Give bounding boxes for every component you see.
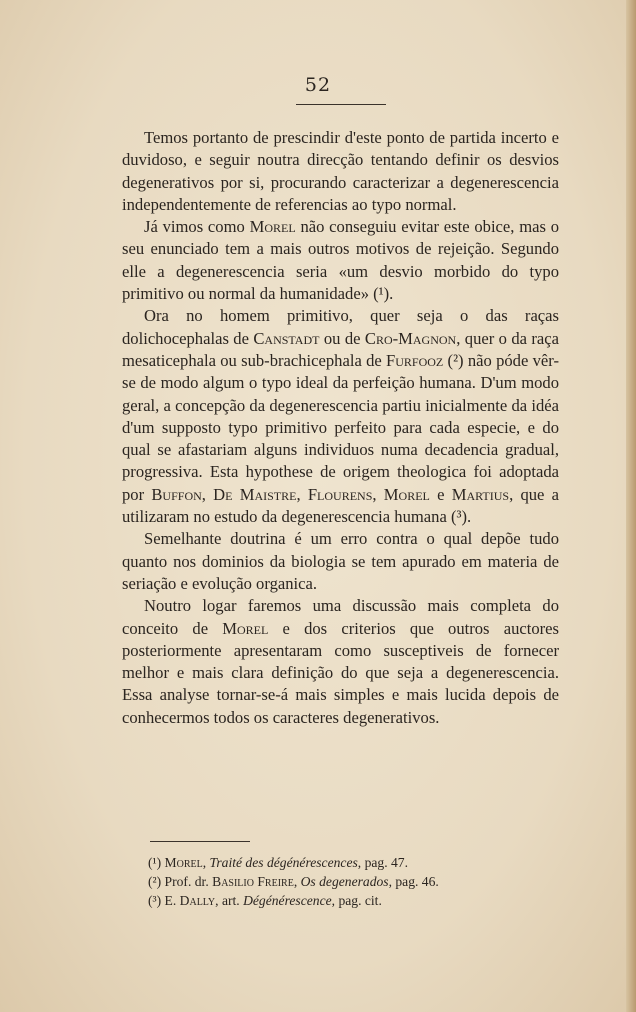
footnote-1: (¹) Morel, Traité des dégénérescences, pag. 47. <box>148 855 408 870</box>
place-name: Canstadt <box>253 328 320 348</box>
place-name: Furfooz <box>386 350 444 370</box>
paragraph-2: Já vimos como Morel não conseguiu evitar este obice, mas o seu enunciado tem a mais outros motivos de rejeição. Segundo elle a degenerescencia seria «um desvio morbido do typo primitivo ou normal da humanidade» (¹). <box>122 217 559 304</box>
author-name: Flourens <box>307 484 373 504</box>
author-name: De Maistre <box>213 484 297 504</box>
paragraph-1: Temos portanto de prescindir d'este ponto de partida incerto e duvidoso, e seguir noutra direcção tentando definir os desvios degenerativos por si, procurando caracterizar a degenerescencia independentemente de referencias ao typo normal. <box>122 128 559 214</box>
author-name: Martius <box>451 484 510 504</box>
paragraph-4: Semelhante doutrina é um erro contra o qual depõe tudo quanto nos dominios da biologia se tem apurado em materia de seriação e evolução organica. <box>122 529 559 593</box>
body-text <box>122 127 559 729</box>
page-number: 52 <box>304 74 332 96</box>
footnote-2: (²) Prof. dr. Basilio Freire, Os degenerados, pag. 46. <box>148 874 439 889</box>
place-name: Cro-Magnon <box>364 328 457 348</box>
footnote-rule <box>150 841 250 842</box>
author-name: Buffon <box>151 484 202 504</box>
paragraph-3: Ora no homem primitivo, quer seja o das raças dolichocephalas de Canstadt ou de Cro-Magnon, quer o da raça mesaticephala ou sub-brachicephala de Furfooz (²) não póde vêr-se de modo algum o typo ideal da perfeição humana. D'um modo geral, a concepção da degenerescencia partiu inicialmente da idéa d'um supposto typo primitivo perfeito para cada especie, e do qual se afastariam alguns individuos numa decadencia gradual, progressiva. Esta hypothese de origem theologica foi adoptada por Buffon, De Maistre, Flourens, Morel e Martius, que a utilizaram no estudo da degenerescencia humana (³). <box>122 306 560 527</box>
paragraph-5: Noutro logar faremos uma discussão mais completa do conceito de Morel e dos criterios que outros auctores posteriormente apresentaram como susceptiveis de fornecer melhor e mais clara definição do que seja a degenerescencia. Essa analyse tornar-se-á mais simples e mais lucida depois de conhecermos todos os caracteres degenerativos. <box>122 596 559 727</box>
page-edge <box>626 0 636 1012</box>
footnote-3: (³) E. Dally, art. Dégénérescence, pag. cit. <box>148 893 382 908</box>
footnotes <box>148 853 548 910</box>
author-name: Morel <box>222 618 269 638</box>
author-name: Morel <box>249 217 296 237</box>
header-rule <box>296 104 386 105</box>
author-name: Morel <box>383 484 430 504</box>
